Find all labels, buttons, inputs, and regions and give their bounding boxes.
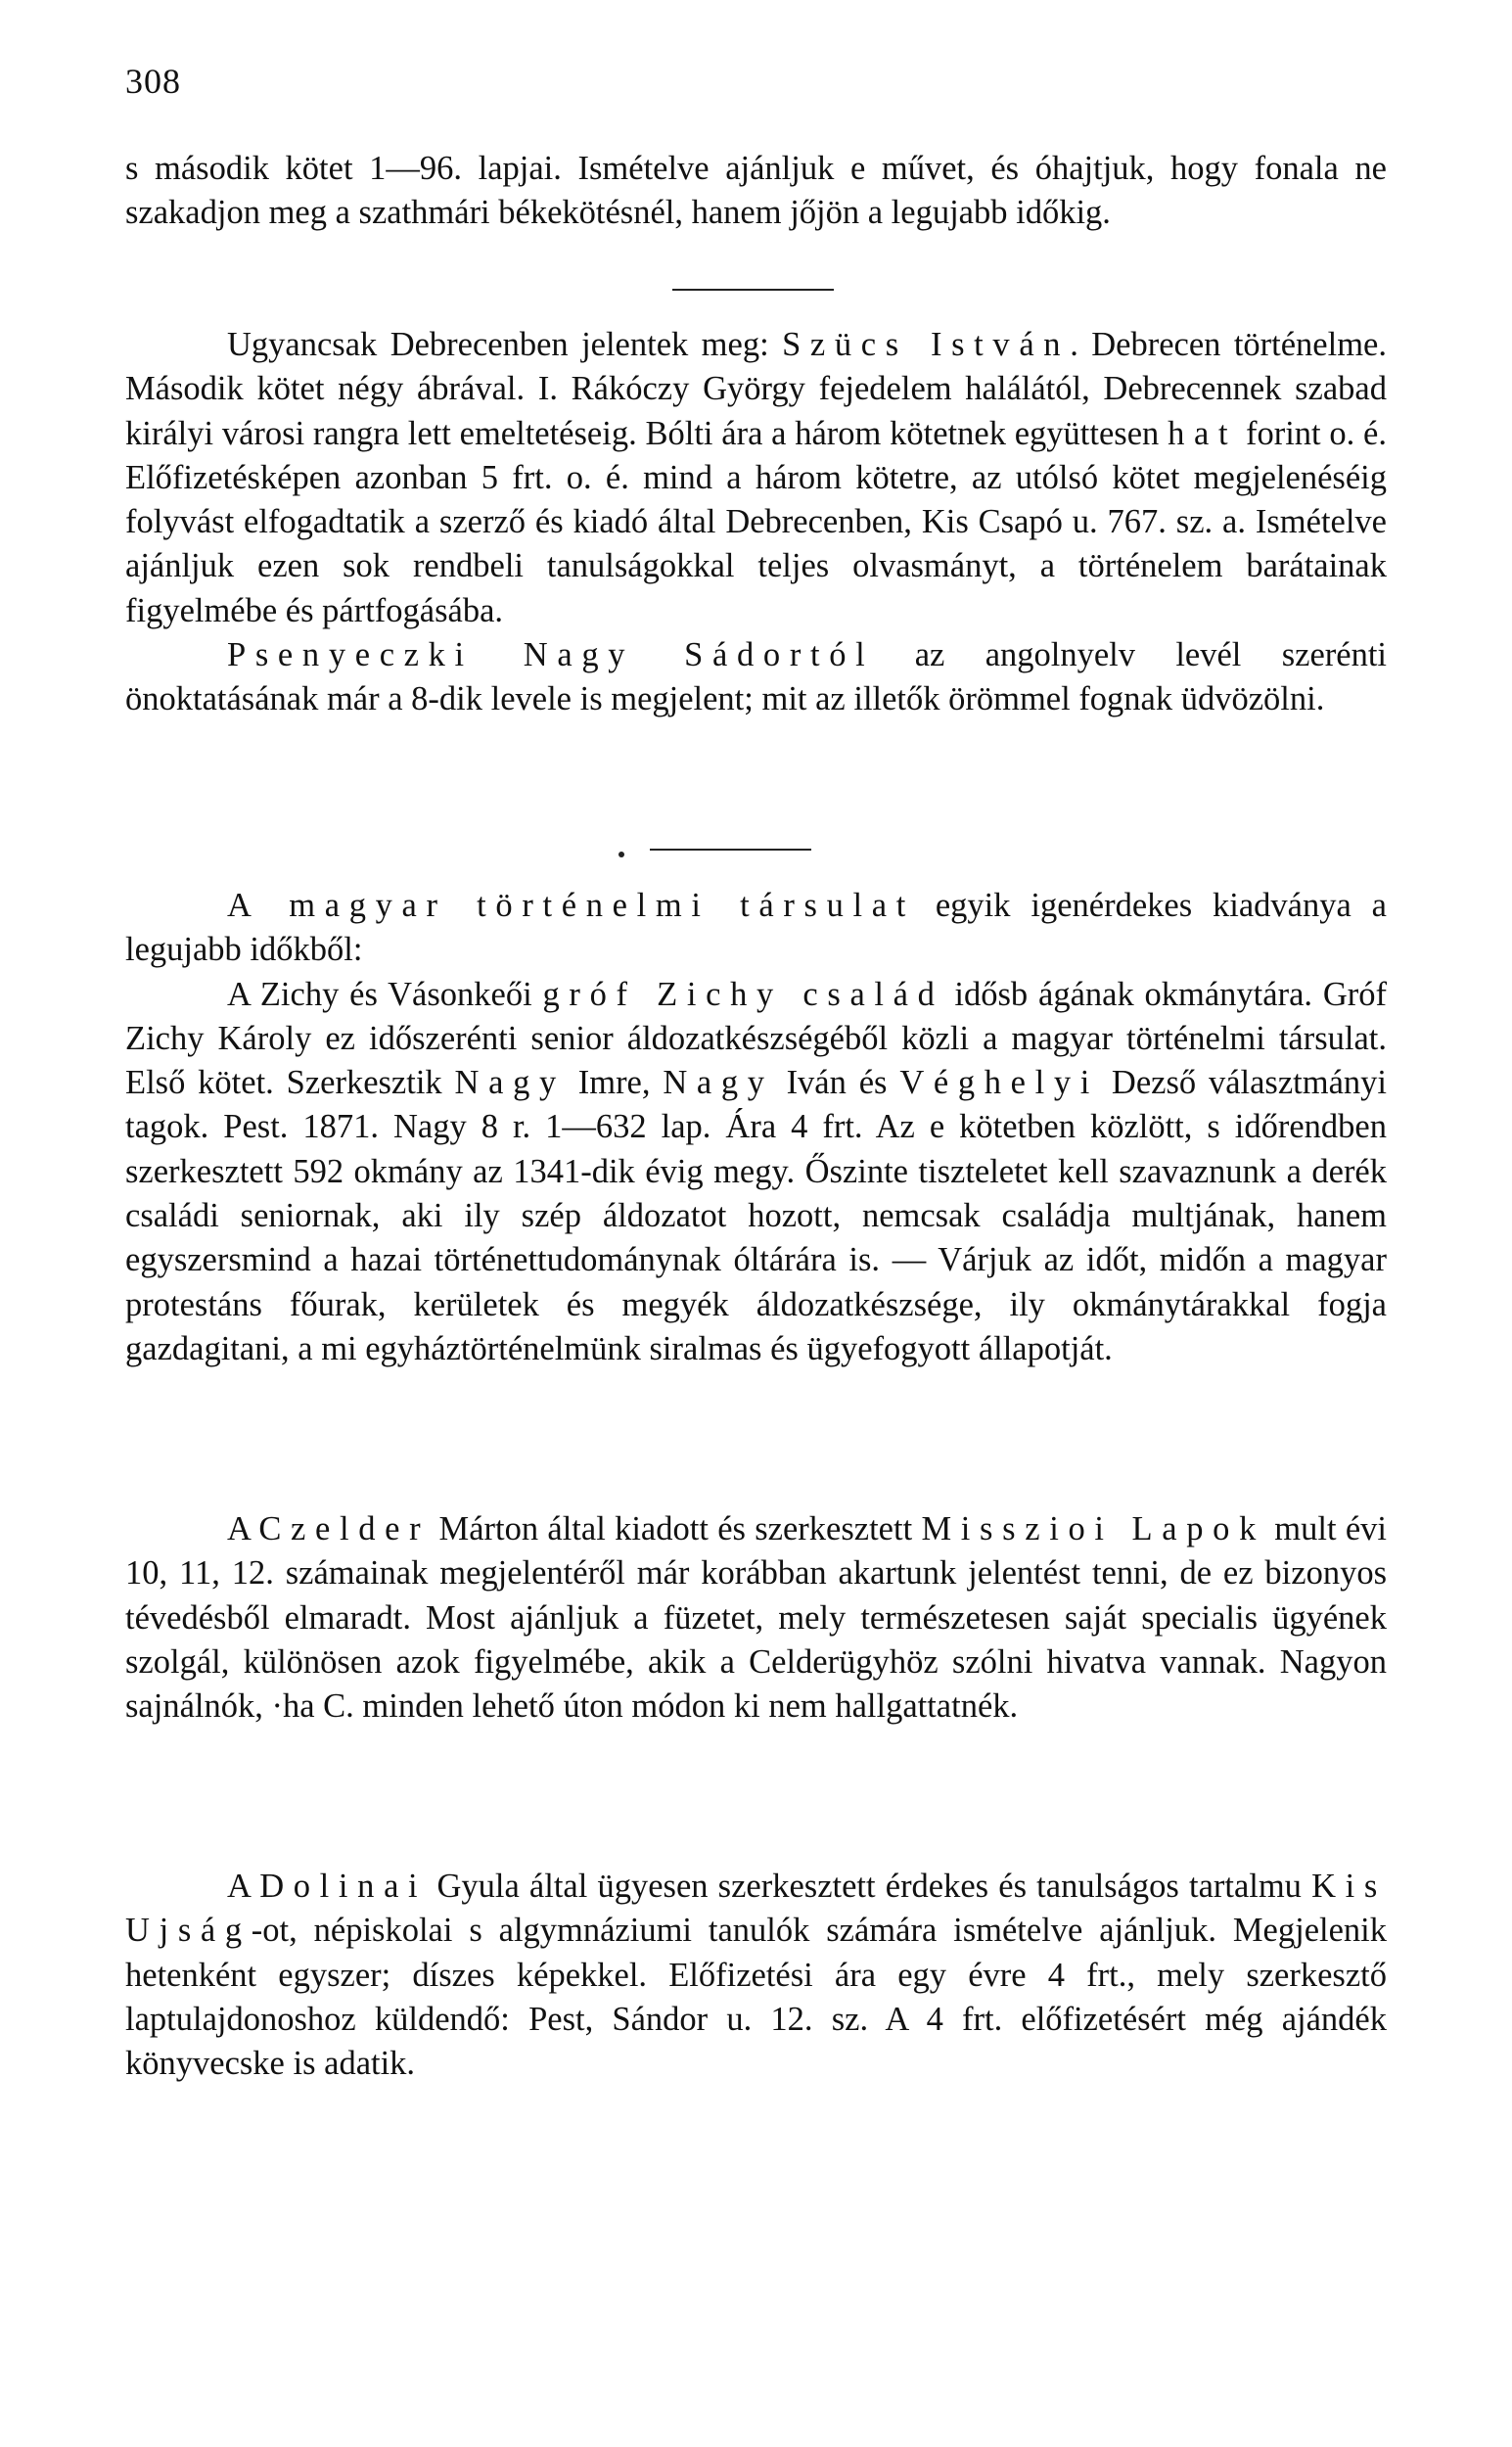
- editor-name: Dolinai: [259, 1868, 428, 1905]
- text-segment: -ot, népiskolai s algymnáziumi tanulók számára ismételve ajánljuk. Megjelenik hetenként egyszer; díszes képekkel. Előfizetési ára egy évre 4 frt., mely szerkesztő laptulajdonoshoz küldendő: Pest, Sándor u. 12. sz. A 4 frt. előfizetésért még ajándék könyvecske is adatik.: [125, 1912, 1387, 2083]
- text-segment: Imre,: [565, 1064, 664, 1102]
- text-segment: idősb ágának okmánytára. Gróf Zichy Károly ez időszerénti senior áldozatkészségéből közli a magyar történelmi társulat. Első kötet. Szerkesztik: [125, 975, 1387, 1102]
- paragraph: [125, 633, 1387, 722]
- text-block-misszioi-lapok: [125, 1507, 1387, 1729]
- text-segment: A Zichy és Vásonkeői: [227, 975, 543, 1013]
- text-segment: egyik igenérdekes kiadványa a legujabb időkből:: [125, 887, 1387, 969]
- text-segment: Márton által kiadott és szerkesztett: [430, 1510, 922, 1547]
- separator-dot: [619, 852, 624, 857]
- text-segment: Dezső választmányi tagok. Pest. 1871. Nagy 8 r. 1—632 lap. Ára 4 frt. Az e kötetben közlött, s időrendben szerkesztett 592 okmány az 1341-dik évig megy. Őszinte tiszteletet kell szavaznunk a derék családi seniornak, aki ily szép áldozatot hozott, nemcsak családja multjának, hanem egyszersmind a hazai történettudománynak óltárára is. — Várjuk az időt, midőn a magyar protestáns főurak, kerületek és megyék áldozatkészsége, ily okmánytárakkal fogja gazdagitani, a mi egyháztörténelmünk siralmas és ügyefogyott állapotját.: [125, 1064, 1387, 1367]
- publication-title: Kis Ujság: [125, 1868, 1388, 1950]
- author-name: Szücs István: [782, 326, 1071, 363]
- separator-rule: [650, 849, 811, 851]
- text-segment: Ugyancsak Debrecenben jelentek meg:: [227, 326, 783, 363]
- text-segment: Iván és: [773, 1064, 900, 1102]
- editor-name: Czelder: [258, 1510, 431, 1547]
- paragraph: [125, 1507, 1387, 1729]
- text-block-kis-ujsag: [125, 1865, 1387, 2086]
- family-name: gróf Zichy család: [542, 975, 944, 1013]
- text-segment: Gyula által ügyesen szerkesztett érdekes és tanulságos tartalmu: [427, 1868, 1312, 1905]
- author-name: Psenyeczki Nagy Sádortól: [227, 636, 875, 674]
- text-block-continuation: [125, 147, 1387, 236]
- text-segment: az angolnyelv levél szerénti önoktatásának már a 8-dik levele is megjelent; mit az illetők örömmel fognak üdvözölni.: [125, 636, 1387, 718]
- editor-name: Nagy: [663, 1064, 774, 1102]
- text-segment: A: [227, 1510, 259, 1547]
- publication-title: Misszioi Lapok: [921, 1510, 1265, 1547]
- paragraph: [125, 323, 1387, 633]
- paragraph: [125, 973, 1387, 1372]
- page-number: 308: [125, 62, 181, 101]
- text-segment: . Debrecen történelme. Második kötet négy ábrával. I. Rákóczy György fejedelem halálától, Debrecennek szabad királyi városi rangra lett emeltetéseig. Bólti ára a három kötetnek együttesen: [125, 326, 1387, 452]
- text-block-debrecen: [125, 323, 1387, 722]
- separator-rule: [672, 289, 834, 291]
- paragraph: s második kötet 1—96. lapjai. Ismételve ajánljuk e művet, és óhajtjuk, hogy fonala ne szakadjon meg a szathmári békekötésnél, hanem jőjön a legujabb időkig.: [125, 150, 1387, 232]
- paragraph: [125, 884, 1387, 973]
- emphasized-word: hat: [1168, 414, 1238, 452]
- text-segment: A: [227, 1868, 260, 1905]
- paragraph: [125, 1865, 1387, 2086]
- editor-name: Nagy: [454, 1064, 566, 1102]
- society-name: A magyar történelmi társulat: [227, 887, 915, 924]
- text-segment: mult évi 10, 11, 12. számainak megjelentéről már korábban akartunk jelentést tenni, de ez bizonyos tévedésből elmaradt. Most ajánljuk a füzetet, mely természetesen saját specialis ügyének szolgál, különösen azok figyelmébe, akik a Celderügyhöz szólni hivatva vannak. Nagyon sajnálnók, ·ha C. minden lehető úton módon ki nem hallgattatnék.: [125, 1510, 1388, 1726]
- text-segment: forint o. é. Előfizetésképen azonban 5 frt. o. é. mind a három kötetre, az utólsó kötet megjelenéséig folyvást elfogadtatik a szerző és kiadó által Debrecenben, Kis Csapó u. 767. sz. a. Ismételve ajánljuk ezen sok rendbeli tanulságokkal teljes olvasmányt, a történelem barátainak figyelmébe és pártfogásába.: [125, 414, 1387, 629]
- editor-name: Véghelyi: [899, 1064, 1100, 1102]
- text-block-zichy: [125, 884, 1387, 1371]
